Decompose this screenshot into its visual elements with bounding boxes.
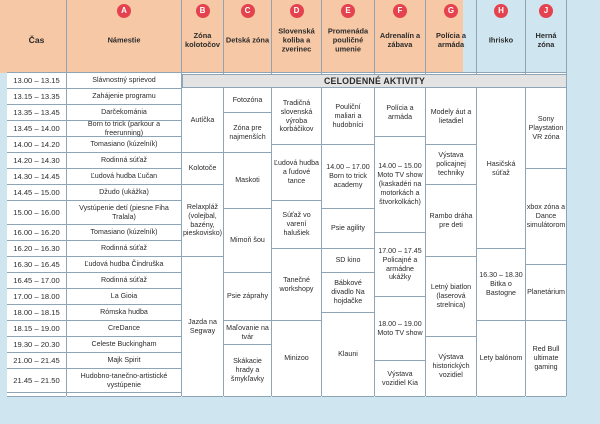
zone-letter-badge: C <box>241 4 255 18</box>
time-cell: 16.20 – 16.30 <box>7 241 66 257</box>
column-f-header <box>375 0 425 72</box>
column-g-header <box>426 0 476 72</box>
program-cell: Džudo (ukážka) <box>67 185 181 201</box>
program-cell: Rodinná súťaž <box>67 241 181 257</box>
program-cell: Tomasiano (kúzelník) <box>67 137 181 153</box>
activity-cell: Ľudová hudba a ľudové tance <box>272 145 321 201</box>
activity-cell: 17.00 – 17.45 Policajné a armádne ukážky <box>375 233 425 297</box>
activity-cell: Hasičská súťaž <box>477 89 525 249</box>
time-cell: 13.00 – 13.15 <box>7 73 66 89</box>
all-day-activities-banner: CELODENNÉ AKTIVITY <box>182 74 567 88</box>
program-cell: Ľudová hudba Ľučan <box>67 169 181 185</box>
time-cell: 16.30 – 16.45 <box>7 257 66 273</box>
time-cell: 19.30 – 20.30 <box>7 337 66 353</box>
program-cell-spacer <box>67 393 181 397</box>
activity-cell: Mimoň šou <box>224 209 271 273</box>
bottom-background <box>0 396 600 424</box>
activity-cell: Letný biatlon (laserová strelnica) <box>426 257 476 337</box>
time-cell: 14.20 – 14.30 <box>7 153 66 169</box>
activity-cell: Psie agility <box>322 209 374 249</box>
column-ihrisko <box>477 0 526 396</box>
zone-letter-badge: J <box>539 4 553 18</box>
column-b-header <box>182 0 223 72</box>
time-cell: 14.00 – 14.20 <box>7 137 66 153</box>
program-cell: Born to trick (parkour a freerunning) <box>67 121 181 137</box>
column-d-header <box>272 0 321 72</box>
time-cell: 13.35 – 13.45 <box>7 105 66 121</box>
column-herna-zona <box>526 0 567 396</box>
zone-letter-badge: D <box>290 4 304 18</box>
column-e-header <box>322 0 374 72</box>
activity-cell: Modely áut a lietadiel <box>426 89 476 145</box>
program-cell: CreDance <box>67 321 181 337</box>
zone-name: Slovenská koliba a zverinec <box>278 26 315 54</box>
activity-cell: 14.00 – 17.00 Born to trick academy <box>322 145 374 209</box>
column-policia <box>426 0 477 396</box>
program-cell: Vystúpenie detí (piesne Fiha Tralala) <box>67 201 181 225</box>
column-zona-kolotocov <box>182 0 224 396</box>
program-cell: La Gioia <box>67 289 181 305</box>
activity-cell: Klauni <box>322 313 374 397</box>
activity-cell: Relaxpláž (volejbal, bazény, pieskovisko) <box>182 185 223 257</box>
time-cell: 14.45 – 15.00 <box>7 185 66 201</box>
time-cell: 18.15 – 19.00 <box>7 321 66 337</box>
time-cell: 16.45 – 17.00 <box>7 273 66 289</box>
column-detska-zona <box>224 0 272 396</box>
program-cell: Rodinná súťaž <box>67 153 181 169</box>
policia-body <box>426 72 476 396</box>
adrenalin-body <box>375 72 425 396</box>
column-c-header <box>224 0 271 72</box>
time-column-body <box>7 72 66 396</box>
zone-name: Adrenalín a zábava <box>379 30 421 49</box>
column-namestie-header <box>67 0 181 72</box>
time-cell: 14.30 – 14.45 <box>7 169 66 185</box>
zona-kolotocov-body <box>182 72 223 396</box>
activity-cell: Pouliční maliari a hudobníci <box>322 89 374 145</box>
time-cell: 15.00 – 16.00 <box>7 201 66 225</box>
activity-cell: Planetárium <box>526 265 566 321</box>
zone-name: Námestie <box>107 35 141 45</box>
activity-cell: SD kino <box>322 249 374 273</box>
activity-cell: Tradičná slovenská výroba korbáčikov <box>272 89 321 145</box>
activity-cell: Tanečné workshopy <box>272 249 321 321</box>
activity-cell: Výstava historických vozidiel <box>426 337 476 397</box>
time-cell: 13.45 – 14.00 <box>7 121 66 137</box>
column-h-header <box>477 0 525 72</box>
activity-cell: Bábkové divadlo Na hojdačke <box>322 273 374 313</box>
activity-cell: Lety balónom <box>477 321 525 397</box>
program-cell: Slávnostný sprievod <box>67 73 181 89</box>
activity-cell: Maľovanie na tvár <box>224 321 271 345</box>
activity-cell: xbox zóna a Dance simulátorom <box>526 169 566 265</box>
program-cell: Rodinná súťaž <box>67 273 181 289</box>
activity-cell: Súťaž vo varení halušiek <box>272 201 321 249</box>
column-j-header <box>526 0 566 72</box>
zone-letter-badge: F <box>393 4 407 18</box>
herna-zona-body <box>526 72 566 396</box>
activity-cell: Autíčka <box>182 89 223 153</box>
zone-letter-badge: B <box>196 4 210 18</box>
activity-cell: Maskoti <box>224 153 271 209</box>
activity-cell: Polícia a armáda <box>375 89 425 137</box>
time-cell: 18.00 – 18.15 <box>7 305 66 321</box>
slovenska-koliba-body <box>272 72 321 396</box>
zone-letter-badge: E <box>341 4 355 18</box>
activity-cell: Jazda na Segway <box>182 257 223 397</box>
time-header: Čas <box>28 34 45 45</box>
activity-cell: Skákacie hrady a šmykľavky <box>224 345 271 397</box>
activity-cell: Fotozóna <box>224 89 271 113</box>
program-cell: Darčekománia <box>67 105 181 121</box>
time-cell-spacer <box>7 393 66 397</box>
program-cell: Rómska hudba <box>67 305 181 321</box>
zone-name: Promenáda pouličné umenie <box>327 26 369 54</box>
zone-letter-badge: G <box>444 4 458 18</box>
program-cell: Ľudová hudba Čindruška <box>67 257 181 273</box>
activity-cell: Rambo dráha pre deti <box>426 185 476 257</box>
program-cell: Zahájenie programu <box>67 89 181 105</box>
promenada-body <box>322 72 374 396</box>
zone-name: Herná zóna <box>535 30 557 49</box>
zone-name: Ihrisko <box>488 35 514 45</box>
activity-cell: Výstava vozidiel Kia <box>375 361 425 397</box>
time-cell: 21.00 – 21.45 <box>7 353 66 369</box>
zone-letter-badge: A <box>117 4 131 18</box>
column-slovenska-koliba <box>272 0 322 396</box>
activity-cell: 18.00 – 19.00 Moto TV show <box>375 297 425 361</box>
ihrisko-body <box>477 72 525 396</box>
time-cell: 16.00 – 16.20 <box>7 225 66 241</box>
detska-zona-body <box>224 72 271 396</box>
column-time <box>7 0 67 396</box>
schedule-table <box>7 0 567 396</box>
time-cell: 21.45 – 21.50 <box>7 369 66 393</box>
activity-cell: Psie záprahy <box>224 273 271 321</box>
activity-cell: Kolotoče <box>182 153 223 185</box>
zone-name: Detská zóna <box>225 35 270 45</box>
activity-cell: Sony Playstation VR zóna <box>526 89 566 169</box>
zone-letter-badge: H <box>494 4 508 18</box>
program-cell: Tomasiano (kúzelník) <box>67 225 181 241</box>
program-cell: Celeste Buckingham <box>67 337 181 353</box>
activity-cell: Minizoo <box>272 321 321 397</box>
column-namestie <box>67 0 182 396</box>
activity-cell: 16.30 – 18.30 Bitka o Bastogne <box>477 249 525 321</box>
zone-name: Polícia a armáda <box>436 30 466 49</box>
column-promenada <box>322 0 375 396</box>
zone-name: Zóna kolotočov <box>185 30 220 49</box>
time-cell: 13.15 – 13.35 <box>7 89 66 105</box>
namestie-column-body <box>67 72 181 396</box>
left-stripe <box>0 73 7 396</box>
activity-cell: Red Bull ultimate gaming <box>526 321 566 397</box>
column-time-header <box>7 0 66 72</box>
activity-cell: Výstava policajnej techniky <box>426 145 476 185</box>
activity-cell: Zóna pre najmenších <box>224 113 271 153</box>
column-adrenalin <box>375 0 426 396</box>
program-cell: Hudobno-tanečno-artistické vystúpenie <box>67 369 181 393</box>
program-cell: Majk Spirit <box>67 353 181 369</box>
time-cell: 17.00 – 18.00 <box>7 289 66 305</box>
activity-cell: 14.00 – 15.00 Moto TV show (kaskadéri na motorkách a štvorkolkách) <box>375 137 425 233</box>
